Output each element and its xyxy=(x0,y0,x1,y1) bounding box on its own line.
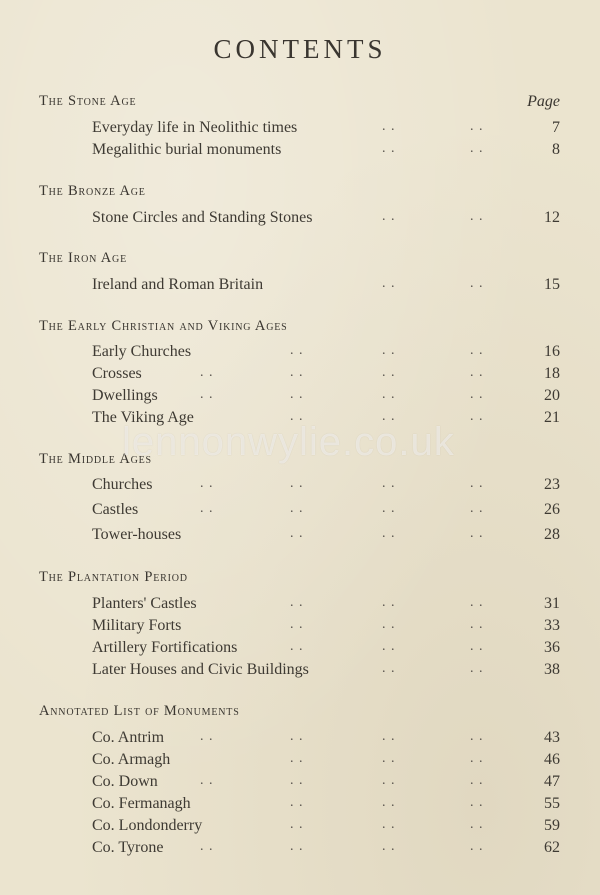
entry-page-number: 7 xyxy=(552,119,560,136)
leader-dots: . . xyxy=(470,141,484,156)
leader-dots: . . xyxy=(470,526,484,541)
leader-dots: . . xyxy=(382,409,396,424)
entry-page-number: 21 xyxy=(544,409,560,426)
contents-entry xyxy=(0,773,600,795)
leader-dots: . . xyxy=(470,839,484,854)
entry-page-number: 18 xyxy=(544,365,560,382)
leader-dots: . . xyxy=(200,365,214,380)
contents-entry xyxy=(0,839,600,861)
entry-label: Stone Circles and Standing Stones xyxy=(92,209,313,226)
leader-dots: . . xyxy=(290,817,304,832)
contents-entry xyxy=(0,595,600,617)
leader-dots: . . xyxy=(200,387,214,402)
leader-dots: . . xyxy=(290,617,304,632)
contents-entry xyxy=(0,365,600,387)
leader-dots: . . xyxy=(290,409,304,424)
leader-dots: . . xyxy=(382,141,396,156)
leader-dots: . . xyxy=(470,817,484,832)
leader-dots: . . xyxy=(382,387,396,402)
leader-dots: . . xyxy=(290,526,304,541)
entry-label: Early Churches xyxy=(92,343,192,360)
leader-dots: . . xyxy=(382,526,396,541)
contents-entry xyxy=(0,343,600,365)
entry-label: Military Forts xyxy=(92,617,182,634)
leader-dots: . . xyxy=(470,795,484,810)
contents-entry xyxy=(0,119,600,141)
section-title: The Iron Age xyxy=(39,250,127,266)
leader-dots: . . xyxy=(290,501,304,516)
leader-dots: . . xyxy=(382,343,396,358)
entry-page-number: 26 xyxy=(544,501,560,518)
leader-dots: . . xyxy=(382,661,396,676)
leader-dots: . . xyxy=(470,729,484,744)
entry-label: Artillery Fortifications xyxy=(92,639,238,656)
leader-dots: . . xyxy=(470,661,484,676)
leader-dots: . . xyxy=(470,119,484,134)
contents-entry xyxy=(0,141,600,163)
entry-label: The Viking Age xyxy=(92,409,194,426)
section-title: The Bronze Age xyxy=(39,183,146,199)
entry-label: Co. Down xyxy=(92,773,158,790)
leader-dots: . . xyxy=(382,617,396,632)
leader-dots: . . xyxy=(200,476,214,491)
leader-dots: . . xyxy=(382,209,396,224)
leader-dots: . . xyxy=(290,343,304,358)
leader-dots: . . xyxy=(200,839,214,854)
entry-label: Tower-houses xyxy=(92,526,182,543)
leader-dots: . . xyxy=(470,343,484,358)
entry-page-number: 23 xyxy=(544,476,560,493)
contents-entry xyxy=(0,795,600,817)
entry-page-number: 8 xyxy=(552,141,560,158)
leader-dots: . . xyxy=(290,595,304,610)
contents-entry xyxy=(0,639,600,661)
leader-dots: . . xyxy=(290,639,304,654)
leader-dots: . . xyxy=(382,751,396,766)
entry-label: Co. Fermanagh xyxy=(92,795,191,812)
entry-page-number: 16 xyxy=(544,343,560,360)
entry-label: Castles xyxy=(92,501,139,518)
leader-dots: . . xyxy=(470,387,484,402)
entry-page-number: 38 xyxy=(544,661,560,678)
entry-page-number: 43 xyxy=(544,729,560,746)
contents-entry xyxy=(0,387,600,409)
leader-dots: . . xyxy=(382,839,396,854)
contents-entry xyxy=(0,751,600,773)
contents-entry xyxy=(0,276,600,298)
entry-label: Megalithic burial monuments xyxy=(92,141,282,158)
entry-page-number: 47 xyxy=(544,773,560,790)
leader-dots: . . xyxy=(290,387,304,402)
entry-page-number: 33 xyxy=(544,617,560,634)
entry-label: Later Houses and Civic Buildings xyxy=(92,661,309,678)
leader-dots: . . xyxy=(382,595,396,610)
leader-dots: . . xyxy=(382,276,396,291)
contents-entry xyxy=(0,661,600,683)
leader-dots: . . xyxy=(470,276,484,291)
leader-dots: . . xyxy=(290,839,304,854)
leader-dots: . . xyxy=(290,773,304,788)
contents-entry xyxy=(0,209,600,231)
leader-dots: . . xyxy=(290,795,304,810)
entry-page-number: 31 xyxy=(544,595,560,612)
leader-dots: . . xyxy=(382,501,396,516)
leader-dots: . . xyxy=(382,365,396,380)
entry-label: Co. Armagh xyxy=(92,751,171,768)
entry-label: Churches xyxy=(92,476,153,493)
leader-dots: . . xyxy=(470,365,484,380)
entry-page-number: 20 xyxy=(544,387,560,404)
entry-page-number: 62 xyxy=(544,839,560,856)
contents-entry xyxy=(0,617,600,639)
contents-entry xyxy=(0,501,600,523)
leader-dots: . . xyxy=(470,501,484,516)
watermark-text: lennonwylie.co.uk xyxy=(122,420,455,464)
leader-dots: . . xyxy=(382,729,396,744)
entry-page-number: 46 xyxy=(544,751,560,768)
leader-dots: . . xyxy=(470,209,484,224)
page-title: CONTENTS xyxy=(213,34,387,64)
entry-page-number: 36 xyxy=(544,639,560,656)
entry-page-number: 15 xyxy=(544,276,560,293)
leader-dots: . . xyxy=(382,817,396,832)
entry-label: Co. Tyrone xyxy=(92,839,164,856)
leader-dots: . . xyxy=(470,476,484,491)
leader-dots: . . xyxy=(382,795,396,810)
leader-dots: . . xyxy=(200,501,214,516)
leader-dots: . . xyxy=(200,729,214,744)
leader-dots: . . xyxy=(470,639,484,654)
entry-page-number: 28 xyxy=(544,526,560,543)
leader-dots: . . xyxy=(382,639,396,654)
entry-page-number: 59 xyxy=(544,817,560,834)
contents-entry xyxy=(0,817,600,839)
entry-page-number: 12 xyxy=(544,209,560,226)
entry-label: Ireland and Roman Britain xyxy=(92,276,264,293)
section-title: The Stone Age xyxy=(39,93,137,109)
entry-label: Co. Londonderry xyxy=(92,817,203,834)
leader-dots: . . xyxy=(470,409,484,424)
section-title: Annotated List of Monuments xyxy=(39,703,240,719)
leader-dots: . . xyxy=(382,476,396,491)
section-title: The Middle Ages xyxy=(39,451,152,467)
entry-label: Dwellings xyxy=(92,387,158,404)
contents-entry xyxy=(0,476,600,498)
entry-label: Crosses xyxy=(92,365,142,382)
entry-label: Planters' Castles xyxy=(92,595,197,612)
section-title: The Early Christian and Viking Ages xyxy=(39,318,288,334)
leader-dots: . . xyxy=(290,365,304,380)
leader-dots: . . xyxy=(470,617,484,632)
leader-dots: . . xyxy=(382,773,396,788)
entry-label: Co. Antrim xyxy=(92,729,165,746)
contents-entry xyxy=(0,729,600,751)
section-title: The Plantation Period xyxy=(39,569,188,585)
leader-dots: . . xyxy=(470,595,484,610)
entry-page-number: 55 xyxy=(544,795,560,812)
entry-label: Everyday life in Neolithic times xyxy=(92,119,298,136)
leader-dots: . . xyxy=(382,119,396,134)
leader-dots: . . xyxy=(470,773,484,788)
leader-dots: . . xyxy=(290,751,304,766)
leader-dots: . . xyxy=(470,751,484,766)
leader-dots: . . xyxy=(290,476,304,491)
leader-dots: . . xyxy=(200,773,214,788)
contents-entry xyxy=(0,526,600,548)
page-column-label: Page xyxy=(527,93,560,110)
leader-dots: . . xyxy=(290,729,304,744)
